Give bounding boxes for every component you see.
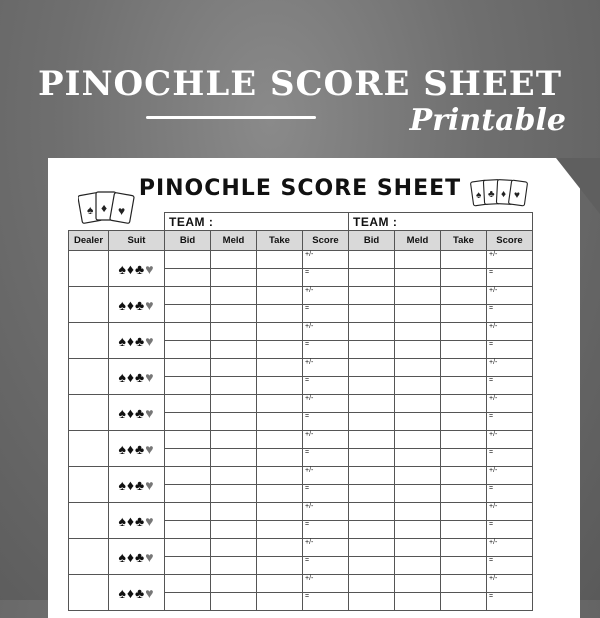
- bid-cell[interactable]: [349, 287, 395, 305]
- meld-cell[interactable]: [395, 521, 441, 539]
- suit-selector[interactable]: [109, 467, 165, 503]
- take-cell[interactable]: [441, 269, 487, 287]
- dealer-cell[interactable]: [69, 287, 109, 323]
- score-adjust-cell[interactable]: +/-: [487, 575, 533, 593]
- meld-cell[interactable]: [395, 431, 441, 449]
- bid-cell[interactable]: [349, 593, 395, 611]
- take-cell[interactable]: [257, 503, 303, 521]
- take-cell[interactable]: [257, 395, 303, 413]
- meld-cell[interactable]: [211, 395, 257, 413]
- score-adjust-cell[interactable]: +/-: [487, 467, 533, 485]
- diamond-icon[interactable]: ♦: [126, 512, 136, 529]
- meld-cell[interactable]: [395, 341, 441, 359]
- score-adjust-cell[interactable]: +/-: [303, 287, 349, 305]
- meld-cell[interactable]: [395, 539, 441, 557]
- take-cell[interactable]: [441, 539, 487, 557]
- table-row: [69, 503, 533, 521]
- score-adjust-cell[interactable]: +/-: [487, 323, 533, 341]
- meld-cell[interactable]: [211, 449, 257, 467]
- take-cell[interactable]: [257, 359, 303, 377]
- take-cell[interactable]: [441, 377, 487, 395]
- bid-cell[interactable]: [165, 251, 211, 269]
- take-cell[interactable]: [441, 557, 487, 575]
- bid-cell[interactable]: [165, 323, 211, 341]
- meld-cell[interactable]: [395, 269, 441, 287]
- svg-text:♠: ♠: [476, 190, 482, 201]
- score-total-cell[interactable]: =: [487, 413, 533, 431]
- club-icon[interactable]: ♣: [135, 476, 146, 493]
- column-header-suit: Suit: [109, 231, 165, 251]
- diamond-icon[interactable]: ♦: [126, 260, 136, 277]
- take-cell[interactable]: [257, 377, 303, 395]
- score-adjust-cell[interactable]: +/-: [303, 251, 349, 269]
- diamond-icon[interactable]: ♦: [126, 440, 136, 457]
- meld-cell[interactable]: [395, 575, 441, 593]
- suit-selector[interactable]: [109, 251, 165, 287]
- take-cell[interactable]: [257, 413, 303, 431]
- take-cell[interactable]: [257, 467, 303, 485]
- spade-icon[interactable]: ♠: [118, 440, 127, 457]
- score-total-cell[interactable]: =: [487, 485, 533, 503]
- table-row: [69, 539, 533, 557]
- table-row: [69, 431, 533, 449]
- take-cell[interactable]: [441, 251, 487, 269]
- heart-icon[interactable]: ♥: [145, 512, 155, 529]
- bid-cell[interactable]: [165, 467, 211, 485]
- bid-cell[interactable]: [165, 287, 211, 305]
- diamond-icon[interactable]: ♦: [126, 296, 136, 313]
- playing-cards-right-icon: [470, 178, 536, 212]
- team-2-name-field[interactable]: TEAM :: [349, 213, 533, 231]
- score-total-cell[interactable]: =: [303, 413, 349, 431]
- column-header-row: [69, 231, 533, 251]
- meld-cell[interactable]: [211, 539, 257, 557]
- heart-icon[interactable]: ♥: [145, 584, 155, 601]
- diamond-icon[interactable]: ♦: [126, 332, 136, 349]
- score-sheet-page: [48, 158, 580, 618]
- dealer-cell[interactable]: [69, 323, 109, 359]
- diamond-icon[interactable]: ♦: [126, 368, 136, 385]
- dealer-cell[interactable]: [69, 251, 109, 287]
- spade-icon[interactable]: ♠: [118, 332, 127, 349]
- take-cell[interactable]: [257, 269, 303, 287]
- bid-cell[interactable]: [349, 467, 395, 485]
- column-header-score-team-1: Score: [303, 231, 349, 251]
- suit-selector[interactable]: [109, 287, 165, 323]
- bid-cell[interactable]: [349, 503, 395, 521]
- bid-cell[interactable]: [349, 449, 395, 467]
- score-table-wrapper: [68, 212, 533, 611]
- score-total-cell[interactable]: =: [303, 341, 349, 359]
- meld-cell[interactable]: [395, 449, 441, 467]
- meld-cell[interactable]: [211, 251, 257, 269]
- svg-text:♦: ♦: [501, 189, 507, 200]
- dealer-cell[interactable]: [69, 467, 109, 503]
- svg-text:♦: ♦: [101, 201, 108, 215]
- score-adjust-cell[interactable]: +/-: [303, 467, 349, 485]
- spade-icon[interactable]: ♠: [118, 512, 127, 529]
- meld-cell[interactable]: [211, 521, 257, 539]
- score-adjust-cell[interactable]: +/-: [487, 359, 533, 377]
- suit-selector[interactable]: [109, 359, 165, 395]
- bid-cell[interactable]: [165, 269, 211, 287]
- bid-cell[interactable]: [349, 341, 395, 359]
- sheet-title: PINOCHLE SCORE SHEET: [138, 176, 462, 201]
- meld-cell[interactable]: [395, 359, 441, 377]
- meld-cell[interactable]: [211, 341, 257, 359]
- score-total-cell[interactable]: =: [303, 305, 349, 323]
- bid-cell[interactable]: [165, 359, 211, 377]
- spade-icon[interactable]: ♠: [118, 404, 127, 421]
- score-total-cell[interactable]: =: [303, 593, 349, 611]
- bid-cell[interactable]: [349, 539, 395, 557]
- meld-cell[interactable]: [395, 503, 441, 521]
- score-rows: [69, 251, 533, 611]
- meld-cell[interactable]: [395, 485, 441, 503]
- bid-cell[interactable]: [349, 323, 395, 341]
- heart-icon[interactable]: ♥: [145, 440, 155, 457]
- spade-icon[interactable]: ♠: [118, 548, 127, 565]
- dealer-cell[interactable]: [69, 359, 109, 395]
- meld-cell[interactable]: [211, 269, 257, 287]
- score-total-cell[interactable]: =: [487, 521, 533, 539]
- score-adjust-cell[interactable]: +/-: [303, 323, 349, 341]
- take-cell[interactable]: [441, 323, 487, 341]
- table-row: [69, 359, 533, 377]
- bid-cell[interactable]: [349, 395, 395, 413]
- club-icon[interactable]: ♣: [135, 260, 146, 277]
- score-table: [68, 212, 533, 611]
- score-total-cell[interactable]: =: [303, 521, 349, 539]
- suit-selector[interactable]: [109, 395, 165, 431]
- bid-cell[interactable]: [165, 503, 211, 521]
- heart-icon[interactable]: ♥: [145, 404, 155, 421]
- column-header-bid-team-2: Bid: [349, 231, 395, 251]
- heart-icon[interactable]: ♥: [145, 368, 155, 385]
- score-adjust-cell[interactable]: +/-: [303, 359, 349, 377]
- take-cell[interactable]: [257, 593, 303, 611]
- meld-cell[interactable]: [211, 575, 257, 593]
- club-icon[interactable]: ♣: [135, 404, 146, 421]
- score-adjust-cell[interactable]: +/-: [487, 287, 533, 305]
- bid-cell[interactable]: [165, 575, 211, 593]
- take-cell[interactable]: [441, 413, 487, 431]
- table-row: [69, 467, 533, 485]
- score-adjust-cell[interactable]: +/-: [487, 251, 533, 269]
- score-total-cell[interactable]: =: [303, 377, 349, 395]
- blank-corner: [69, 213, 165, 231]
- score-total-cell[interactable]: =: [487, 449, 533, 467]
- bid-cell[interactable]: [349, 377, 395, 395]
- table-row: [69, 575, 533, 593]
- bid-cell[interactable]: [349, 485, 395, 503]
- bid-cell[interactable]: [165, 485, 211, 503]
- diamond-icon[interactable]: ♦: [126, 404, 136, 421]
- dealer-cell[interactable]: [69, 431, 109, 467]
- score-adjust-cell[interactable]: +/-: [487, 431, 533, 449]
- banner-subtitle: Printable: [409, 103, 566, 138]
- bid-cell[interactable]: [165, 593, 211, 611]
- column-header-bid-team-1: Bid: [165, 231, 211, 251]
- take-cell[interactable]: [257, 323, 303, 341]
- bid-cell[interactable]: [165, 305, 211, 323]
- score-adjust-cell[interactable]: +/-: [303, 395, 349, 413]
- table-row: [69, 287, 533, 305]
- take-cell[interactable]: [441, 431, 487, 449]
- svg-text:♠: ♠: [87, 203, 94, 217]
- meld-cell[interactable]: [211, 485, 257, 503]
- bid-cell[interactable]: [349, 251, 395, 269]
- score-adjust-cell[interactable]: +/-: [303, 503, 349, 521]
- suit-selector[interactable]: [109, 323, 165, 359]
- meld-cell[interactable]: [395, 251, 441, 269]
- banner-title: PINOCHLE SCORE SHEET: [37, 64, 563, 104]
- spade-icon[interactable]: ♠: [118, 260, 127, 277]
- club-icon[interactable]: ♣: [135, 512, 146, 529]
- bid-cell[interactable]: [349, 269, 395, 287]
- take-cell[interactable]: [257, 251, 303, 269]
- meld-cell[interactable]: [211, 377, 257, 395]
- bid-cell[interactable]: [165, 413, 211, 431]
- take-cell[interactable]: [441, 287, 487, 305]
- table-row: [69, 251, 533, 269]
- take-cell[interactable]: [257, 575, 303, 593]
- score-adjust-cell[interactable]: +/-: [303, 575, 349, 593]
- column-header-meld-team-1: Meld: [211, 231, 257, 251]
- score-adjust-cell[interactable]: +/-: [487, 503, 533, 521]
- club-icon[interactable]: ♣: [135, 584, 146, 601]
- bid-cell[interactable]: [349, 305, 395, 323]
- spade-icon[interactable]: ♠: [118, 584, 127, 601]
- score-total-cell[interactable]: =: [303, 557, 349, 575]
- meld-cell[interactable]: [211, 503, 257, 521]
- meld-cell[interactable]: [211, 287, 257, 305]
- dealer-cell[interactable]: [69, 575, 109, 611]
- bid-cell[interactable]: [349, 575, 395, 593]
- table-row: [69, 395, 533, 413]
- suit-selector[interactable]: [109, 431, 165, 467]
- take-cell[interactable]: [441, 305, 487, 323]
- club-icon[interactable]: ♣: [135, 332, 146, 349]
- spade-icon[interactable]: ♠: [118, 296, 127, 313]
- bid-cell[interactable]: [165, 341, 211, 359]
- take-cell[interactable]: [441, 503, 487, 521]
- meld-cell[interactable]: [395, 323, 441, 341]
- meld-cell[interactable]: [395, 287, 441, 305]
- column-header-dealer: Dealer: [69, 231, 109, 251]
- take-cell[interactable]: [441, 575, 487, 593]
- club-icon[interactable]: ♣: [135, 548, 146, 565]
- heart-icon[interactable]: ♥: [145, 548, 155, 565]
- take-cell[interactable]: [257, 341, 303, 359]
- svg-text:♥: ♥: [118, 204, 126, 218]
- column-header-take-team-1: Take: [257, 231, 303, 251]
- meld-cell[interactable]: [211, 413, 257, 431]
- spade-icon[interactable]: ♠: [118, 476, 127, 493]
- meld-cell[interactable]: [395, 305, 441, 323]
- meld-cell[interactable]: [211, 557, 257, 575]
- dealer-cell[interactable]: [69, 539, 109, 575]
- team-1-name-field[interactable]: TEAM :: [165, 213, 349, 231]
- club-icon[interactable]: ♣: [135, 296, 146, 313]
- take-cell[interactable]: [441, 521, 487, 539]
- score-adjust-cell[interactable]: +/-: [303, 539, 349, 557]
- score-total-cell[interactable]: =: [487, 305, 533, 323]
- take-cell[interactable]: [441, 359, 487, 377]
- bid-cell[interactable]: [165, 539, 211, 557]
- take-cell[interactable]: [441, 467, 487, 485]
- score-total-cell[interactable]: =: [487, 593, 533, 611]
- meld-cell[interactable]: [211, 431, 257, 449]
- take-cell[interactable]: [441, 395, 487, 413]
- bid-cell[interactable]: [349, 521, 395, 539]
- heart-icon[interactable]: ♥: [145, 476, 155, 493]
- column-header-take-team-2: Take: [441, 231, 487, 251]
- score-total-cell[interactable]: =: [487, 377, 533, 395]
- dealer-cell[interactable]: [69, 503, 109, 539]
- bid-cell[interactable]: [165, 557, 211, 575]
- svg-text:♣: ♣: [488, 189, 495, 200]
- meld-cell[interactable]: [211, 323, 257, 341]
- club-icon[interactable]: ♣: [135, 368, 146, 385]
- bid-cell[interactable]: [165, 449, 211, 467]
- meld-cell[interactable]: [395, 467, 441, 485]
- bid-cell[interactable]: [165, 395, 211, 413]
- meld-cell[interactable]: [211, 593, 257, 611]
- meld-cell[interactable]: [395, 557, 441, 575]
- bid-cell[interactable]: [165, 521, 211, 539]
- bid-cell[interactable]: [165, 377, 211, 395]
- take-cell[interactable]: [441, 341, 487, 359]
- take-cell[interactable]: [441, 449, 487, 467]
- take-cell[interactable]: [257, 431, 303, 449]
- bid-cell[interactable]: [349, 557, 395, 575]
- score-adjust-cell[interactable]: +/-: [303, 431, 349, 449]
- heart-icon[interactable]: ♥: [145, 332, 155, 349]
- table-row: [69, 323, 533, 341]
- dealer-cell[interactable]: [69, 395, 109, 431]
- take-cell[interactable]: [257, 287, 303, 305]
- bid-cell[interactable]: [349, 431, 395, 449]
- take-cell[interactable]: [257, 305, 303, 323]
- take-cell[interactable]: [257, 557, 303, 575]
- bid-cell[interactable]: [349, 359, 395, 377]
- score-total-cell[interactable]: =: [303, 485, 349, 503]
- page-corner-fold: [556, 158, 600, 214]
- take-cell[interactable]: [257, 521, 303, 539]
- meld-cell[interactable]: [211, 305, 257, 323]
- svg-text:♥: ♥: [514, 190, 520, 201]
- score-total-cell[interactable]: =: [487, 341, 533, 359]
- bid-cell[interactable]: [349, 413, 395, 431]
- score-total-cell[interactable]: =: [487, 269, 533, 287]
- spade-icon[interactable]: ♠: [118, 368, 127, 385]
- score-total-cell[interactable]: =: [303, 269, 349, 287]
- meld-cell[interactable]: [395, 593, 441, 611]
- suit-selector[interactable]: [109, 503, 165, 539]
- banner-underline: [146, 116, 316, 119]
- take-cell[interactable]: [257, 485, 303, 503]
- club-icon[interactable]: ♣: [135, 440, 146, 457]
- suit-selector[interactable]: [109, 575, 165, 611]
- take-cell[interactable]: [257, 449, 303, 467]
- diamond-icon[interactable]: ♦: [126, 476, 136, 493]
- score-total-cell[interactable]: =: [487, 557, 533, 575]
- column-header-score-team-2: Score: [487, 231, 533, 251]
- score-adjust-cell[interactable]: +/-: [487, 395, 533, 413]
- meld-cell[interactable]: [395, 413, 441, 431]
- score-total-cell[interactable]: =: [303, 449, 349, 467]
- take-cell[interactable]: [441, 485, 487, 503]
- column-header-meld-team-2: Meld: [395, 231, 441, 251]
- diamond-icon[interactable]: ♦: [126, 548, 136, 565]
- bid-cell[interactable]: [165, 431, 211, 449]
- meld-cell[interactable]: [395, 395, 441, 413]
- meld-cell[interactable]: [211, 467, 257, 485]
- take-cell[interactable]: [257, 539, 303, 557]
- meld-cell[interactable]: [211, 359, 257, 377]
- take-cell[interactable]: [441, 593, 487, 611]
- score-adjust-cell[interactable]: +/-: [487, 539, 533, 557]
- suit-selector[interactable]: [109, 539, 165, 575]
- meld-cell[interactable]: [395, 377, 441, 395]
- diamond-icon[interactable]: ♦: [126, 584, 136, 601]
- heart-icon[interactable]: ♥: [145, 296, 155, 313]
- heart-icon[interactable]: ♥: [145, 260, 155, 277]
